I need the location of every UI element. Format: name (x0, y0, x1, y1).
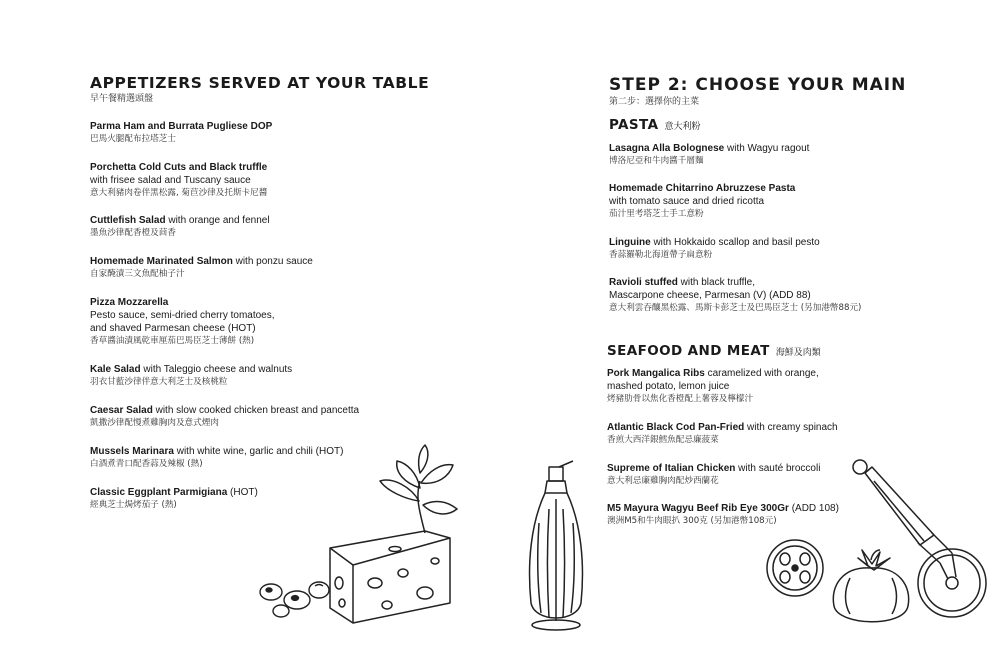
menu-item (90, 363, 510, 388)
item-name: Linguine (609, 237, 651, 248)
oil-bottle-icon (527, 463, 585, 633)
item-name: M5 Mayura Wagyu Beef Rib Eye 300Gr (607, 503, 789, 514)
item-zh: 墨魚沙律配香橙及茴香 (90, 228, 176, 238)
item-zh: 經典芝士焗烤茄子 (熱) (90, 500, 177, 510)
item-desc: caramelized with orange, (704, 368, 819, 379)
main-title: STEP 2: CHOOSE YOUR MAIN (609, 75, 907, 95)
menu-item (609, 236, 989, 261)
item-zh: 茄汁里考塔芝士手工意粉 (609, 209, 704, 219)
menu-item (609, 182, 989, 220)
menu-item (609, 142, 989, 167)
pizza-cutter-icon (850, 455, 990, 625)
item-desc: with slow cooked chicken breast and pancetta (152, 405, 360, 416)
menu-item (607, 421, 987, 446)
item-name: Supreme of Italian Chicken (607, 463, 736, 474)
menu-item (90, 296, 510, 347)
item-desc: (ADD 108) (788, 503, 839, 514)
item-zh: 自家醃漬三文魚配柚子汁 (90, 269, 185, 279)
item-zh: 香草醬油漬風乾車厘茄巴馬臣芝士薄餅 (熱) (90, 336, 255, 346)
menu-item (609, 276, 989, 314)
item-name: Lasagna Alla Bolognese (609, 143, 725, 154)
item-name: Pizza Mozzarella (90, 297, 169, 308)
item-name: Cuttlefish Salad (90, 215, 166, 226)
item-name: Kale Salad (90, 364, 141, 375)
item-name: Homemade Marinated Salmon (90, 256, 233, 267)
item-desc: Mascarpone cheese, Parmesan (V) (ADD 88) (609, 290, 811, 301)
main-title-zh: 第二步：選擇你的主菜 (609, 97, 700, 107)
item-name: Homemade Chitarrino Abruzzese Pasta (609, 183, 796, 194)
item-desc: (HOT) (227, 487, 258, 498)
item-zh: 意大利雲吞釀黑松露、馬斯卡彭芝士及巴馬臣芝士 (另加港幣88元) (609, 303, 862, 313)
item-desc: and shaved Parmesan cheese (HOT) (90, 323, 256, 334)
item-zh: 意大利豬肉卷伴黑松露, 菊苣沙律及托斯卡尼醬 (90, 188, 268, 198)
item-name: Ravioli stuffed (609, 277, 678, 288)
appetizers-title-zh: 早午餐精選頭盤 (90, 94, 154, 104)
item-desc: with Hokkaido scallop and basil pesto (650, 237, 820, 248)
item-desc: with creamy spinach (744, 422, 838, 433)
menu-item (90, 404, 510, 429)
appetizers-title: APPETIZERS SERVED AT YOUR TABLE (90, 74, 430, 92)
item-desc: with Wagyu ragout (724, 143, 810, 154)
seafood-title-text: SEAFOOD AND MEAT (607, 343, 770, 359)
item-name: Pork Mangalica Ribs (607, 368, 705, 379)
item-desc: with tomato sauce and dried ricotta (609, 196, 765, 207)
tomato-slice-icon (763, 537, 827, 599)
item-name: Porchetta Cold Cuts and Black truffle (90, 162, 268, 173)
item-name: Mussels Marinara (90, 446, 174, 457)
item-name: Caesar Salad (90, 405, 153, 416)
item-desc: with sauté broccoli (735, 463, 821, 474)
item-zh: 凱撒沙律配慢煮雞胸肉及意式煙肉 (90, 418, 219, 428)
seafood-title-zh: 海鮮及肉類 (775, 348, 821, 358)
item-zh: 香蒜羅勒北海道帶子扁意粉 (609, 250, 713, 260)
item-zh: 烤豬肋骨以焦化香橙配上薯蓉及檸檬汁 (607, 394, 754, 404)
item-zh: 羽衣甘藍沙律伴意大利芝士及核桃粒 (90, 377, 228, 387)
item-desc: with orange and fennel (165, 215, 270, 226)
item-zh: 香煎大西洋銀鱈魚配忌廉菠菜 (607, 435, 719, 445)
item-zh: 白酒煮青口配香蒜及辣椒 (熱) (90, 459, 203, 469)
item-zh: 巴馬火腿配布拉塔芝士 (90, 134, 176, 144)
menu-item (90, 214, 510, 239)
item-zh: 博洛尼亞和牛肉醬千層麵 (609, 156, 704, 166)
menu-item (607, 367, 987, 405)
item-desc: with Taleggio cheese and walnuts (140, 364, 293, 375)
item-zh: 意大利忌廉雞胸肉配炒西蘭花 (607, 476, 719, 486)
menu-item (90, 255, 510, 280)
menu-item (90, 120, 510, 145)
item-name: Classic Eggplant Parmigiana (90, 487, 228, 498)
olives-icon (255, 578, 335, 620)
item-desc: with frisee salad and Tuscany sauce (90, 175, 251, 186)
item-zh: 澳洲M5和牛肉眼扒 300克 (另加港幣108元) (607, 516, 777, 526)
seafood-title (607, 343, 821, 359)
item-desc: with white wine, garlic and chili (HOT) (173, 446, 344, 457)
item-desc: with black truffle, (677, 277, 755, 288)
pasta-title-text: PASTA (609, 117, 659, 133)
pasta-title-zh: 意大利粉 (664, 122, 701, 132)
item-name: Atlantic Black Cod Pan-Fried (607, 422, 745, 433)
menu-item (90, 161, 510, 199)
item-desc: with ponzu sauce (232, 256, 313, 267)
item-desc: mashed potato, lemon juice (607, 381, 730, 392)
cheese-icon (325, 443, 465, 628)
item-name: Parma Ham and Burrata Pugliese DOP (90, 121, 273, 132)
item-desc: Pesto sauce, semi-dried cherry tomatoes, (90, 310, 275, 321)
pasta-title (609, 117, 700, 133)
